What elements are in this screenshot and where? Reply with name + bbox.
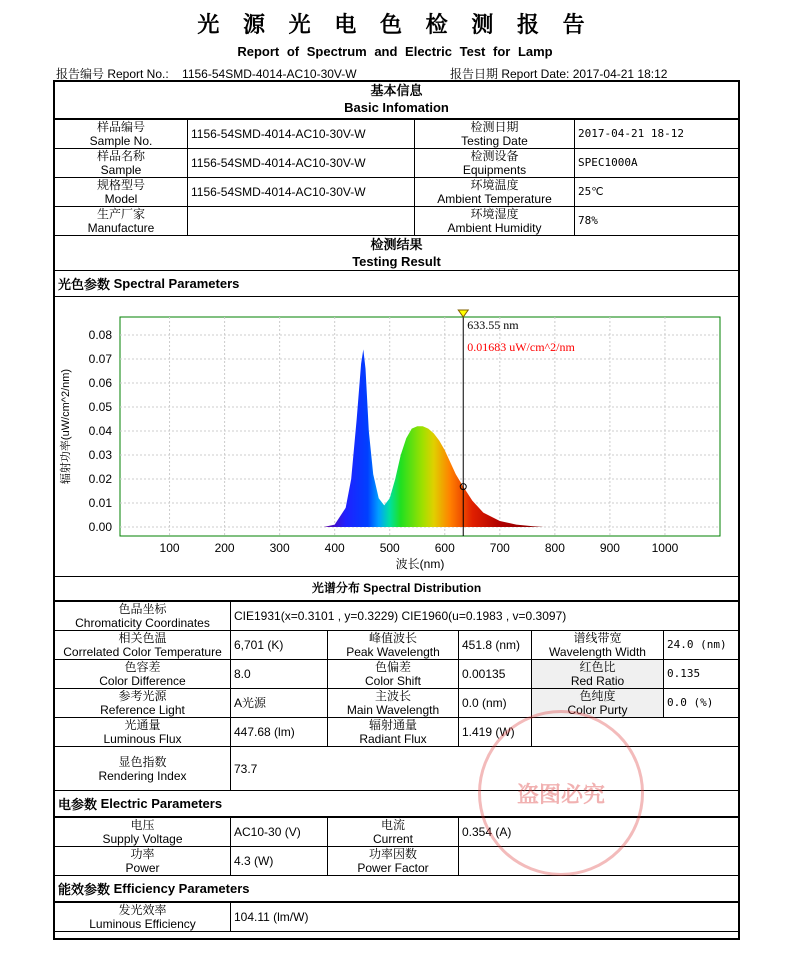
- param-label: [55, 602, 231, 631]
- label-cn: 色容差: [124, 660, 161, 674]
- cursor-x-label: 633.55 nm: [467, 318, 519, 332]
- electric-cn: 电参数: [58, 797, 98, 812]
- label-cn: 规格型号: [96, 178, 145, 192]
- param-label: [328, 847, 459, 876]
- label-cn: 主波长: [374, 689, 411, 703]
- label-en: Sample: [100, 163, 142, 177]
- label-cn: 发光效率: [118, 903, 167, 917]
- param-label: [415, 207, 575, 236]
- param-label: [55, 689, 231, 718]
- param-label: [55, 178, 188, 207]
- param-value: 6,701 (K): [231, 631, 328, 660]
- table-row: [55, 178, 740, 207]
- label-cn: 环境温度: [470, 178, 519, 192]
- label-cn: 生产厂家: [96, 207, 145, 221]
- label-cn: 峰值波长: [368, 631, 417, 645]
- param-value: 8.0: [231, 660, 328, 689]
- label-en: Wavelength Width: [549, 645, 646, 659]
- table-row: [55, 718, 740, 747]
- x-tick-label: 300: [269, 541, 290, 555]
- param-label: [532, 631, 664, 660]
- param-value: AC10-30 (V): [231, 818, 328, 847]
- label-en: Sample No.: [89, 134, 153, 148]
- label-cn: 色偏差: [374, 660, 411, 674]
- param-value: 1156-54SMD-4014-AC10-30V-W: [188, 120, 415, 149]
- table-row: [55, 631, 740, 660]
- param-value: 2017-04-21 18-12: [575, 120, 740, 149]
- label-cn: 样品名称: [96, 149, 145, 163]
- label-cn: 电压: [130, 818, 155, 832]
- label-en: Power Factor: [357, 861, 429, 875]
- cursor-y-label: 0.01683 uW/cm^2/nm: [467, 340, 575, 354]
- param-value: 104.11 (lm/W): [231, 903, 740, 932]
- basic-cn: 基本信息: [370, 83, 423, 98]
- label-en: Luminous Flux: [103, 732, 182, 746]
- param-label: [55, 631, 231, 660]
- electric-params-header: [55, 791, 738, 817]
- param-label: [532, 660, 664, 689]
- table-row: [55, 660, 740, 689]
- param-label: [55, 149, 188, 178]
- report-title: 光 源 光 电 色 检 测 报 告: [197, 12, 593, 38]
- param-value: 0.0 (nm): [459, 689, 532, 718]
- param-value: A光源: [231, 689, 328, 718]
- report-date-value: 2017-04-21 18:12: [572, 67, 668, 81]
- electric-table: [54, 817, 740, 876]
- x-tick-label: 800: [544, 541, 565, 555]
- spectral-en: Spectral Parameters: [113, 276, 240, 291]
- param-label: [328, 631, 459, 660]
- param-value: [459, 847, 740, 876]
- label-cn: 显色指数: [118, 754, 167, 769]
- label-cn: 功率: [130, 847, 155, 861]
- efficiency-table: [54, 902, 740, 932]
- x-tick-label: 500: [379, 541, 400, 555]
- label-en: Luminous Efficiency: [89, 917, 196, 931]
- table-row: [55, 818, 740, 847]
- label-en: Main Wavelength: [346, 703, 440, 717]
- label-cn: 色品坐标: [118, 602, 167, 616]
- label-en: Radiant Flux: [359, 732, 427, 746]
- label-cn: 功率因数: [368, 847, 417, 861]
- label-en: Ambient Humidity: [447, 221, 542, 235]
- label-en: Color Purty: [567, 703, 628, 717]
- param-value: 0.00135: [459, 660, 532, 689]
- y-tick-label: 0.02: [88, 472, 112, 486]
- label-en: Equipments: [462, 163, 527, 177]
- report-no-value: 1156-54SMD-4014-AC10-30V-W: [182, 67, 357, 81]
- y-tick-label: 0.03: [88, 448, 112, 462]
- param-value: 447.68 (lm): [231, 718, 328, 747]
- param-label: [55, 747, 231, 791]
- param-label: [415, 149, 575, 178]
- param-label: [55, 818, 231, 847]
- x-tick-label: 600: [434, 541, 455, 555]
- label-en: Testing Date: [461, 134, 528, 148]
- report-no-label: 报告编号 Report No.:: [56, 67, 169, 81]
- x-tick-label: 900: [599, 541, 620, 555]
- label-en: Red Ratio: [570, 674, 625, 688]
- table-row: [55, 149, 740, 178]
- label-cn: 相关色温: [118, 631, 167, 645]
- label-en: Chromaticity Coordinates: [75, 616, 210, 630]
- label-cn: 红色比: [579, 660, 616, 674]
- y-tick-label: 0.04: [88, 424, 112, 438]
- spectral-cn: 光色参数: [58, 277, 111, 292]
- param-value: 24.0 (nm): [664, 631, 740, 660]
- watermark-stamp: 盗图必究: [478, 710, 644, 876]
- y-tick-label: 0.07: [88, 352, 112, 366]
- label-cn: 参考光源: [118, 689, 167, 703]
- y-tick-label: 0.00: [88, 520, 112, 534]
- param-value: 25℃: [575, 178, 740, 207]
- label-cn: 光通量: [124, 718, 161, 732]
- param-value: 4.3 (W): [231, 847, 328, 876]
- label-cn: 谱线带宽: [573, 631, 622, 645]
- param-value: 1.419 (W): [459, 718, 532, 747]
- electric-en: Electric Parameters: [100, 796, 223, 811]
- efficiency-en: Efficiency Parameters: [113, 881, 250, 896]
- table-row: [55, 847, 740, 876]
- label-cn: 环境湿度: [470, 207, 519, 221]
- x-tick-label: 700: [489, 541, 510, 555]
- param-label: [328, 689, 459, 718]
- label-en: Correlated Color Temperature: [63, 645, 222, 659]
- label-en: Color Difference: [99, 674, 186, 688]
- cursor-marker-icon: [458, 310, 468, 317]
- param-label: [55, 847, 231, 876]
- param-label: [415, 120, 575, 149]
- param-value: 0.354 (A): [459, 818, 740, 847]
- basic-info-header: [55, 82, 738, 119]
- report-body: [53, 80, 740, 940]
- param-label: [415, 178, 575, 207]
- param-label: [55, 718, 231, 747]
- param-value: 73.7: [231, 747, 740, 791]
- table-row: [55, 207, 740, 236]
- efficiency-cn: 能效参数: [58, 882, 111, 897]
- spectrum-svg: [55, 297, 738, 576]
- param-value: 0.135: [664, 660, 740, 689]
- y-tick-label: 0.06: [88, 376, 112, 390]
- param-value: SPEC1000A: [575, 149, 740, 178]
- label-en: Color Shift: [364, 674, 422, 688]
- param-label: [55, 120, 188, 149]
- x-tick-label: 100: [159, 541, 180, 555]
- label-en: Model: [104, 192, 138, 206]
- label-en: Ambient Temperature: [437, 192, 552, 206]
- param-label: [532, 689, 664, 718]
- testing-result-header: [55, 236, 738, 271]
- label-cn: 电流: [380, 818, 405, 832]
- label-en: Current: [372, 832, 413, 846]
- param-label: [328, 818, 459, 847]
- param-label: [55, 660, 231, 689]
- y-tick-label: 0.05: [88, 400, 112, 414]
- param-value: 1156-54SMD-4014-AC10-30V-W: [188, 149, 415, 178]
- basic-info-table: [54, 119, 740, 236]
- param-value: 451.8 (nm): [459, 631, 532, 660]
- efficiency-params-header: [55, 876, 738, 902]
- spectral-params-header: [55, 271, 738, 297]
- label-en: Manufacture: [87, 221, 155, 235]
- spectrum-chart: [55, 297, 738, 577]
- label-en: Power: [125, 861, 160, 875]
- label-cn: 检测日期: [470, 120, 519, 134]
- report-subtitle: Report of Spectrum and Electric Test for Lamp: [237, 44, 553, 59]
- label-en: Reference Light: [100, 703, 185, 717]
- param-value: CIE1931(x=0.3101 , y=0.3229) CIE1960(u=0.1983 , v=0.3097): [231, 602, 740, 631]
- table-row: [55, 602, 740, 631]
- label-cn: 辐射通量: [368, 718, 417, 732]
- empty-cell: [532, 718, 740, 747]
- label-en: Rendering Index: [98, 768, 187, 783]
- param-value: 78%: [575, 207, 740, 236]
- label-cn: 样品编号: [96, 120, 145, 134]
- table-row: [55, 120, 740, 149]
- spectral-distribution-header: 光谱分布 Spectral Distribution: [55, 577, 738, 601]
- param-value: 0.0 (%): [664, 689, 740, 718]
- x-tick-label: 400: [324, 541, 345, 555]
- param-value: 1156-54SMD-4014-AC10-30V-W: [188, 178, 415, 207]
- basic-en: Basic Infomation: [344, 100, 449, 115]
- spectral-distribution-table: [54, 601, 740, 791]
- param-label: [55, 903, 231, 932]
- table-row: [55, 747, 740, 791]
- param-value: [188, 207, 415, 236]
- param-label: [328, 660, 459, 689]
- report-date-label: 报告日期 Report Date:: [450, 67, 570, 81]
- y-axis-label: 辐射功率(uW/cm^2/nm): [60, 368, 72, 485]
- param-label: [55, 207, 188, 236]
- result-en: Testing Result: [352, 254, 441, 269]
- x-axis-label: 波长(nm): [395, 557, 445, 571]
- table-row: [55, 689, 740, 718]
- label-en: Peak Wavelength: [346, 645, 440, 659]
- x-tick-label: 200: [214, 541, 235, 555]
- label-cn: 色纯度: [579, 689, 616, 703]
- label-en: Supply Voltage: [102, 832, 183, 846]
- label-cn: 检测设备: [470, 149, 519, 163]
- y-tick-label: 0.01: [88, 496, 112, 510]
- y-tick-label: 0.08: [88, 328, 112, 342]
- x-tick-label: 1000: [651, 541, 679, 555]
- result-cn: 检测结果: [370, 237, 423, 252]
- table-row: [55, 903, 740, 932]
- param-label: [328, 718, 459, 747]
